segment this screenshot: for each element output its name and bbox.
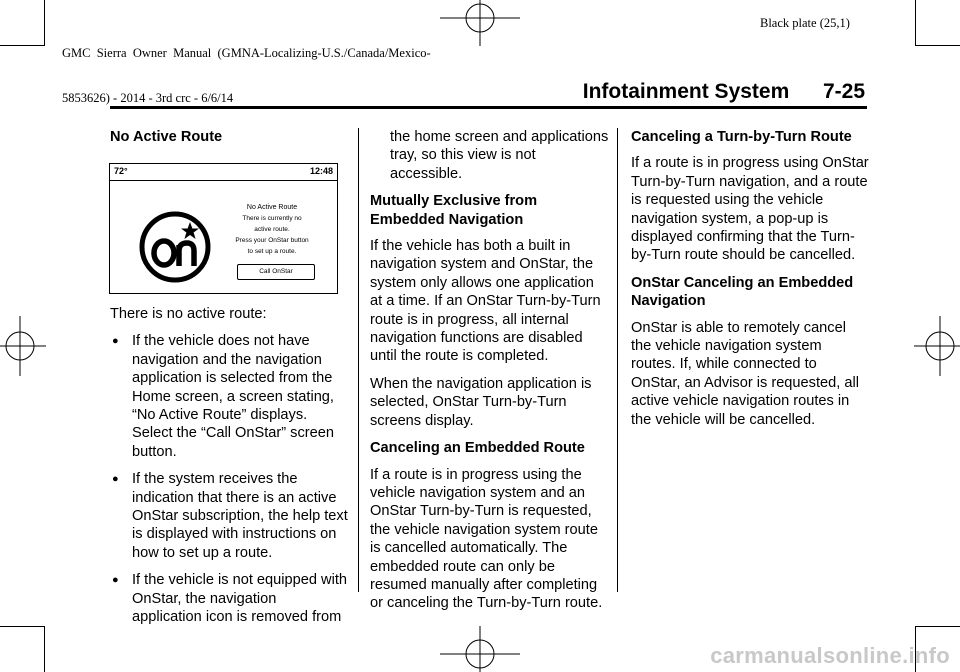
body-paragraph: If the vehicle has both a built in navigation system and OnStar, the system only allows one application at a time. If an OnStar Turn-by-Turn route is in progress, all internal navigation functions are disabled until the route is completed. [370, 238, 601, 365]
print-meta-line1: GMC Sierra Owner Manual (GMNA-Localizing-U.S./Canada/Mexico- [62, 46, 431, 60]
bullet-icon: ● [112, 574, 119, 587]
crop-mark [0, 45, 44, 46]
registration-target-icon [914, 316, 960, 376]
registration-target-icon [0, 316, 46, 376]
continued-list-text: the home screen and applications tray, so this view is not accessible. [390, 129, 609, 182]
bullet-icon: ● [112, 335, 119, 348]
bullet-icon: ● [112, 473, 119, 486]
column-divider [617, 128, 618, 592]
list-item-text: If the system receives the indication that there is an active OnStar subscription, the help text is displayed with instructions on how to set up a route. [132, 471, 348, 561]
list-item [110, 470, 350, 562]
screen-message-line: active route. [254, 226, 290, 233]
intro-text: There is no active route: [110, 306, 267, 322]
section-heading: Canceling a Turn-by-Turn Route [631, 129, 852, 145]
screen-message-line: There is currently no [242, 215, 302, 222]
screen-message-title: No Active Route [246, 204, 298, 211]
crop-mark [0, 626, 44, 627]
body-paragraph: If a route is in progress using OnStar Turn-by-Turn navigation, and a route is requested using the vehicle navigation system, a pop-up is displayed confirming that the Turn-by-Turn route should be cancelled. [631, 155, 869, 264]
crop-mark [916, 45, 960, 46]
column-3 [631, 128, 869, 438]
section-heading: Mutually Exclusive from Embedded Navigation [370, 193, 538, 228]
clock-readout: 12:48 [309, 166, 333, 176]
screen-message-line: to set up a route. [247, 248, 297, 255]
body-paragraph: OnStar is able to remotely cancel the vehicle navigation system routes. If, while connected to OnStar, an Advisor is requested, all active vehicle navigation routes in the vehicle will be cancelled. [631, 319, 859, 428]
print-meta-line2: 5853626) - 2014 - 3rd crc - 6/6/14 [62, 91, 234, 105]
body-paragraph: If a route is in progress using the vehicle navigation system and an OnStar Turn-by-Turn is requested, the vehicle navigation system route is cancelled automatically. The embedded route can only be resumed manually after completing or canceling the Turn-by-Turn route. [370, 466, 603, 612]
column-1-body [110, 305, 350, 636]
list-item [110, 332, 350, 461]
no-active-route-screen [109, 163, 338, 294]
onstar-logo-icon [138, 210, 212, 284]
section-heading: No Active Route [110, 129, 223, 145]
body-paragraph: When the navigation application is selected, OnStar Turn-by-Turn screens display. [370, 375, 592, 429]
section-heading: Canceling an Embedded Route [370, 440, 585, 457]
header-rule [110, 106, 867, 109]
column-divider [358, 128, 359, 592]
section-heading: OnStar Canceling an Embedded Navigation [631, 274, 854, 310]
crop-mark [915, 0, 916, 46]
column-1 [110, 128, 350, 154]
list-item-text: If the vehicle does not have navigation and the navigation application is selected from the Home screen, a screen stating, “No Active Route” displays. Select the “Call OnStar” screen button. [132, 333, 334, 460]
black-plate-label: Black plate (25,1) [760, 16, 850, 30]
section-title: Infotainment System [582, 80, 790, 103]
list-item [110, 571, 350, 626]
watermark: carmanualsonline.info [710, 643, 950, 668]
list-item-text: If the vehicle is not equipped with OnStar, the navigation application icon is removed from [132, 572, 347, 626]
temperature-readout: 72° [114, 166, 128, 176]
registration-target-icon [440, 626, 520, 672]
screen-message-line: Press your OnStar button [235, 237, 309, 244]
page-number: 7-25 [822, 80, 865, 103]
registration-target-icon [440, 0, 520, 46]
page-header [583, 80, 865, 104]
crop-mark [916, 626, 960, 627]
crop-mark [44, 0, 45, 46]
status-bar [110, 164, 337, 181]
crop-mark [44, 626, 45, 672]
call-onstar-button[interactable]: Call OnStar [237, 264, 315, 280]
column-2 [370, 128, 610, 622]
